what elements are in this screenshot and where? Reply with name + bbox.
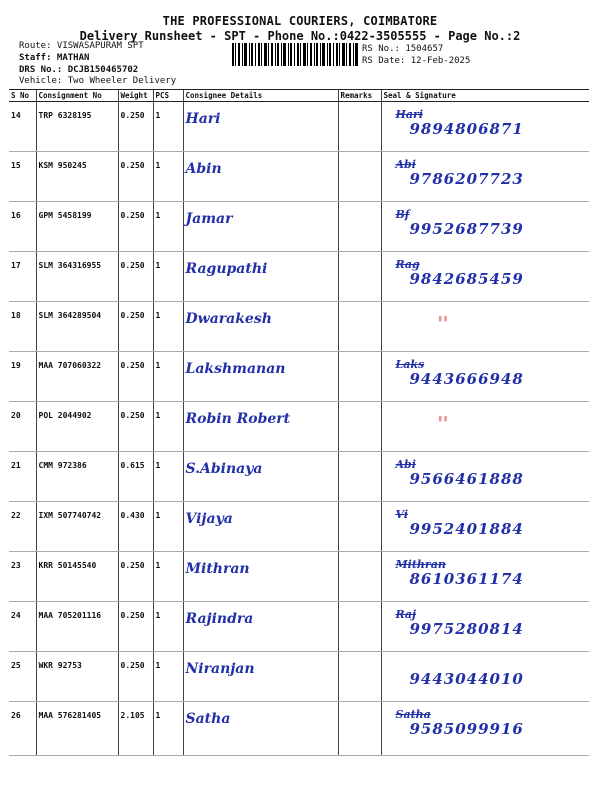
cell-consignee: Lakshmanan: [183, 352, 338, 402]
cell-signature: [381, 352, 589, 402]
cell-weight: 0.250: [118, 252, 153, 302]
signature-name: Laks: [395, 358, 425, 371]
runsheet-subtitle: Delivery Runsheet - SPT - Phone No.:0422-3505555 - Page No.:2: [79, 29, 521, 43]
vehicle-label: Vehicle: Two Wheeler Delivery: [19, 76, 177, 86]
table-body: [9, 102, 589, 756]
cell-pcs: 1: [153, 702, 183, 756]
cell-sno: 25: [9, 652, 36, 702]
cell-consignee: Dwarakesh: [183, 302, 338, 352]
cell-consignment: MAA 576281405: [36, 702, 118, 756]
table-row: [9, 352, 589, 402]
signature-name: Rag: [395, 258, 420, 271]
cell-pcs: 1: [153, 502, 183, 552]
cell-consignee: Abin: [183, 152, 338, 202]
cell-consignee: Hari: [183, 102, 338, 152]
signature-phone: 9894806871: [409, 120, 524, 138]
runsheet-table: [9, 89, 589, 756]
cell-sno: 18: [9, 302, 36, 352]
table-header-row: [9, 90, 589, 102]
col-header-consignee: Consignee Details: [183, 90, 338, 102]
cell-consignee: Mithran: [183, 552, 338, 602]
cell-remarks: [338, 102, 381, 152]
cell-signature: [381, 202, 589, 252]
staff-label: Staff: MATHAN: [19, 53, 90, 63]
table-row: [9, 552, 589, 602]
table-row: [9, 402, 589, 452]
signature-name: Bf: [395, 208, 410, 221]
cell-signature: [381, 302, 589, 352]
signature-phone: 9443666948: [409, 370, 524, 388]
table-row: [9, 152, 589, 202]
signature-name: Raj: [395, 608, 417, 621]
cell-remarks: [338, 302, 381, 352]
col-header-consignment: Consignment No: [36, 90, 118, 102]
signature-phone: 9952401884: [409, 520, 524, 538]
cell-pcs: 1: [153, 202, 183, 252]
col-header-sno: S No: [9, 90, 36, 102]
cell-pcs: 1: [153, 302, 183, 352]
cell-signature: [381, 252, 589, 302]
cell-sno: 23: [9, 552, 36, 602]
cell-remarks: [338, 502, 381, 552]
cell-remarks: [338, 552, 381, 602]
cell-weight: 0.250: [118, 202, 153, 252]
cell-signature: [381, 402, 589, 452]
cell-sno: 16: [9, 202, 36, 252]
cell-consignee: Niranjan: [183, 652, 338, 702]
cell-sno: 24: [9, 602, 36, 652]
table-row: [9, 252, 589, 302]
cell-pcs: 1: [153, 352, 183, 402]
cell-remarks: [338, 652, 381, 702]
cell-sno: 17: [9, 252, 36, 302]
cell-pcs: 1: [153, 402, 183, 452]
cell-signature: [381, 652, 589, 702]
cell-sno: 22: [9, 502, 36, 552]
signature-phone: 9443044010: [409, 670, 524, 688]
col-header-weight: Weight: [118, 90, 153, 102]
signature-name: Abi: [395, 158, 416, 171]
cell-remarks: [338, 402, 381, 452]
cell-remarks: [338, 702, 381, 756]
cell-consignment: KSM 950245: [36, 152, 118, 202]
cell-consignment: SLM 364289504: [36, 302, 118, 352]
cell-weight: 0.250: [118, 552, 153, 602]
cell-consignment: WKR 92753: [36, 652, 118, 702]
signature-phone: 9975280814: [409, 620, 524, 638]
cell-remarks: [338, 152, 381, 202]
stamp-mark: ▮▮: [437, 314, 449, 324]
cell-consignment: KRR 50145540: [36, 552, 118, 602]
cell-consignment: TRP 6328195: [36, 102, 118, 152]
cell-remarks: [338, 452, 381, 502]
table-row: [9, 652, 589, 702]
signature-phone: 9786207723: [409, 170, 524, 188]
cell-consignee: S.Abinaya: [183, 452, 338, 502]
cell-pcs: 1: [153, 602, 183, 652]
cell-weight: 0.430: [118, 502, 153, 552]
col-header-signature: Seal & Signature: [381, 90, 589, 102]
cell-sno: 26: [9, 702, 36, 756]
cell-consignee: Ragupathi: [183, 252, 338, 302]
cell-weight: 2.105: [118, 702, 153, 756]
col-header-remarks: Remarks: [338, 90, 381, 102]
cell-sno: 21: [9, 452, 36, 502]
cell-pcs: 1: [153, 252, 183, 302]
cell-pcs: 1: [153, 152, 183, 202]
cell-remarks: [338, 202, 381, 252]
barcode: [232, 43, 358, 66]
cell-sno: 14: [9, 102, 36, 152]
signature-name: Vi: [395, 508, 409, 521]
cell-consignment: GPM 5458199: [36, 202, 118, 252]
cell-signature: [381, 602, 589, 652]
cell-consignment: IXM 507740742: [36, 502, 118, 552]
cell-consignee: Vijaya: [183, 502, 338, 552]
cell-consignee: Jamar: [183, 202, 338, 252]
drs-number: DRS No.: DCJB150465702: [19, 65, 139, 75]
stamp-mark: ▮▮: [437, 414, 449, 424]
route-label: Route: VISWASAPURAM SPT: [19, 41, 144, 51]
cell-weight: 0.250: [118, 102, 153, 152]
signature-name: Mithran: [395, 558, 446, 571]
cell-pcs: 1: [153, 452, 183, 502]
signature-phone: 8610361174: [409, 570, 524, 588]
cell-consignment: MAA 707060322: [36, 352, 118, 402]
cell-consignee: Rajindra: [183, 602, 338, 652]
cell-remarks: [338, 602, 381, 652]
cell-signature: [381, 552, 589, 602]
table-row: [9, 202, 589, 252]
cell-consignee: Satha: [183, 702, 338, 756]
cell-weight: 0.250: [118, 152, 153, 202]
cell-remarks: [338, 252, 381, 302]
cell-signature: [381, 102, 589, 152]
signature-phone: 9842685459: [409, 270, 524, 288]
cell-sno: 19: [9, 352, 36, 402]
cell-signature: [381, 452, 589, 502]
signature-name: Abi: [395, 458, 416, 471]
cell-pcs: 1: [153, 652, 183, 702]
cell-consignment: POL 2044902: [36, 402, 118, 452]
cell-consignment: CMM 972386: [36, 452, 118, 502]
table-row: [9, 502, 589, 552]
cell-signature: [381, 152, 589, 202]
table-row: [9, 102, 589, 152]
cell-sno: 20: [9, 402, 36, 452]
col-header-pcs: PCS: [153, 90, 183, 102]
signature-phone: 9566461888: [409, 470, 524, 488]
cell-signature: [381, 702, 589, 756]
cell-sno: 15: [9, 152, 36, 202]
signature-phone: 9952687739: [409, 220, 524, 238]
table-row: [9, 702, 589, 756]
cell-weight: 0.250: [118, 652, 153, 702]
cell-weight: 0.250: [118, 302, 153, 352]
cell-pcs: 1: [153, 552, 183, 602]
cell-remarks: [338, 352, 381, 402]
cell-signature: [381, 502, 589, 552]
cell-consignment: MAA 705201116: [36, 602, 118, 652]
signature-name: Satha: [395, 708, 431, 721]
rs-date: RS Date: 12-Feb-2025: [362, 56, 471, 66]
signature-phone: 9585099916: [409, 720, 524, 738]
cell-pcs: 1: [153, 102, 183, 152]
runsheet-title: THE PROFESSIONAL COURIERS, COIMBATORE: [162, 14, 438, 28]
rs-number: RS No.: 1504657: [362, 44, 444, 54]
cell-consignment: SLM 364316955: [36, 252, 118, 302]
table-row: [9, 602, 589, 652]
cell-weight: 0.615: [118, 452, 153, 502]
cell-weight: 0.250: [118, 402, 153, 452]
cell-weight: 0.250: [118, 352, 153, 402]
cell-consignee: Robin Robert: [183, 402, 338, 452]
signature-name: Hari: [395, 108, 423, 121]
cell-weight: 0.250: [118, 602, 153, 652]
table-row: [9, 452, 589, 502]
table-row: [9, 302, 589, 352]
